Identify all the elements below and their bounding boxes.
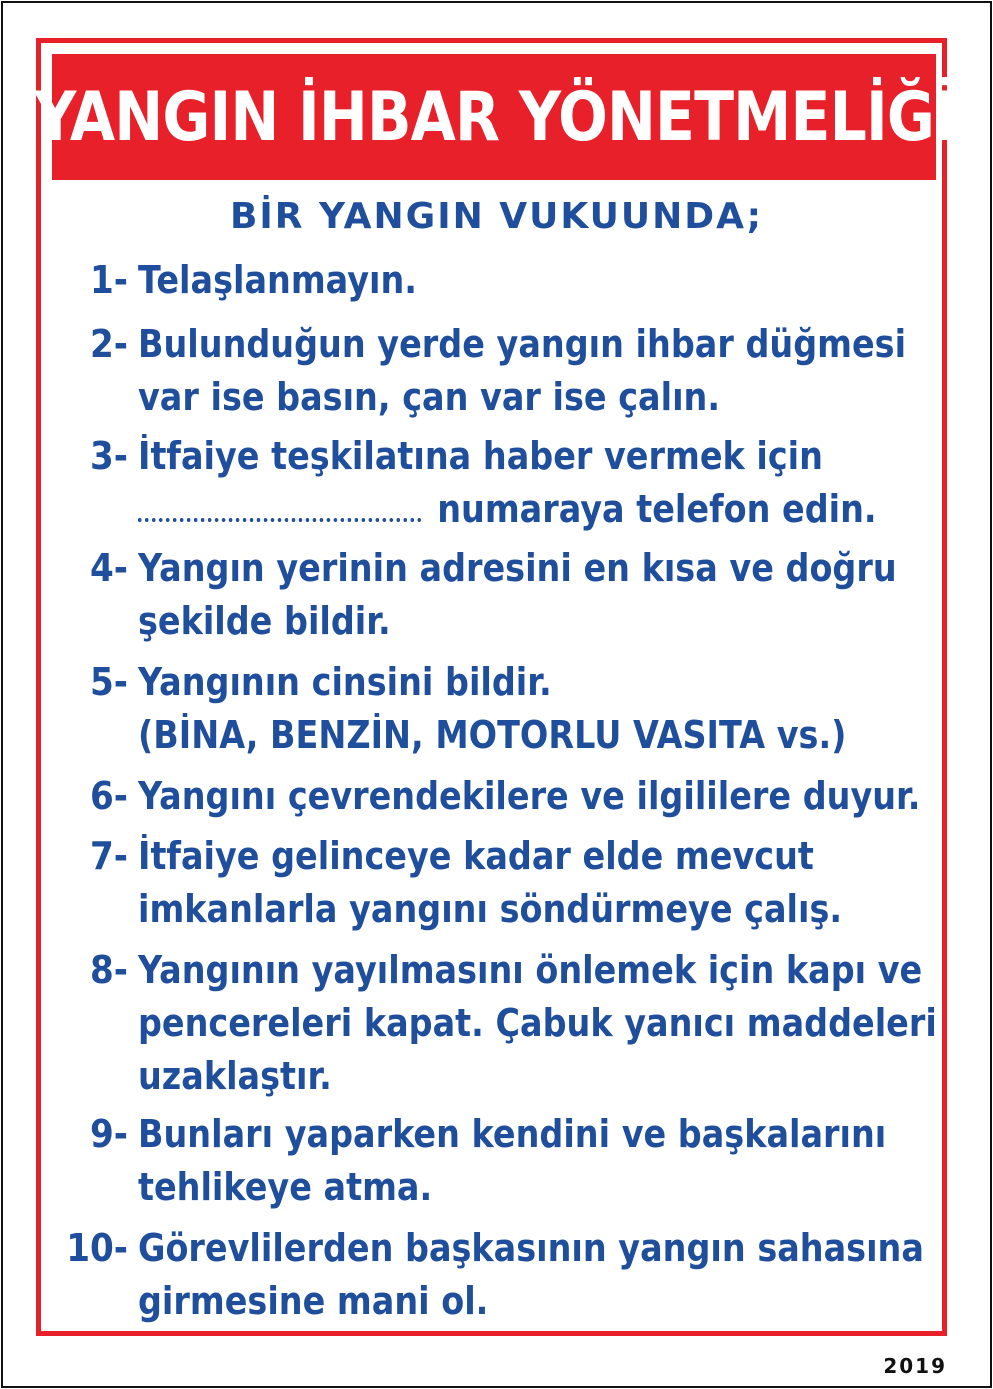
title-banner (33, 54, 955, 180)
item-text-line: pencereleri kapat. Çabuk yanıcı maddeleri (138, 1001, 937, 1045)
item-text-line: Telaşlanmayın. (138, 258, 417, 302)
item-text-line: İtfaiye gelinceye kadar elde mevcut (138, 834, 814, 878)
item-text-line: İtfaiye teşkilatına haber vermek için (138, 434, 823, 478)
item-number: 3- (90, 434, 128, 478)
item-number: 9- (90, 1112, 128, 1156)
item-text-line: Görevlilerden başkasının yangın sahasına (138, 1226, 924, 1270)
item-text-line: Yangını çevrendekilere ve ilgililere duyur. (138, 774, 921, 818)
item-text-line: Bulunduğun yerde yangın ihbar düğmesi (138, 322, 907, 366)
item-number: 10- (66, 1226, 128, 1270)
sign-subtitle: BİR YANGIN VUKUUNDA; (229, 196, 764, 237)
item-text-line: imkanlarla yangını söndürmeye çalış. (138, 887, 843, 931)
item-text-line: var ise basın, çan var ise çalın. (138, 375, 721, 419)
sign-code: 2019 (883, 1354, 947, 1378)
item-text: numaraya telefon edin. (437, 487, 877, 531)
item-text-line: şekilde bildir. (138, 599, 391, 643)
item-text-line-with-blank (138, 483, 877, 536)
item-text-line: (BİNA, BENZİN, MOTORLU VASITA vs.) (138, 713, 847, 757)
item-number: 8- (90, 948, 128, 992)
item-text-line: Bunları yaparken kendini ve başkalarını (138, 1112, 887, 1156)
item-text-line: girmesine mani ol. (138, 1279, 489, 1323)
item-text-line: Yangın yerinin adresini en kısa ve doğru (138, 546, 897, 590)
item-number: 6- (90, 774, 128, 818)
item-number: 5- (90, 660, 128, 704)
phone-number-blank (138, 492, 421, 522)
item-number: 7- (90, 834, 128, 878)
item-number: 1- (90, 258, 128, 302)
item-number: 2- (90, 322, 128, 366)
item-number: 4- (90, 546, 128, 590)
item-text-line: Yangının cinsini bildir. (138, 660, 552, 704)
item-text-line: uzaklaştır. (138, 1054, 332, 1098)
item-text-line: tehlikeye atma. (138, 1165, 433, 1209)
item-text-line: Yangının yayılmasını önlemek için kapı ve (138, 948, 923, 992)
sign-title: YANGIN İHBAR YÖNETMELİĞİ (33, 77, 955, 157)
